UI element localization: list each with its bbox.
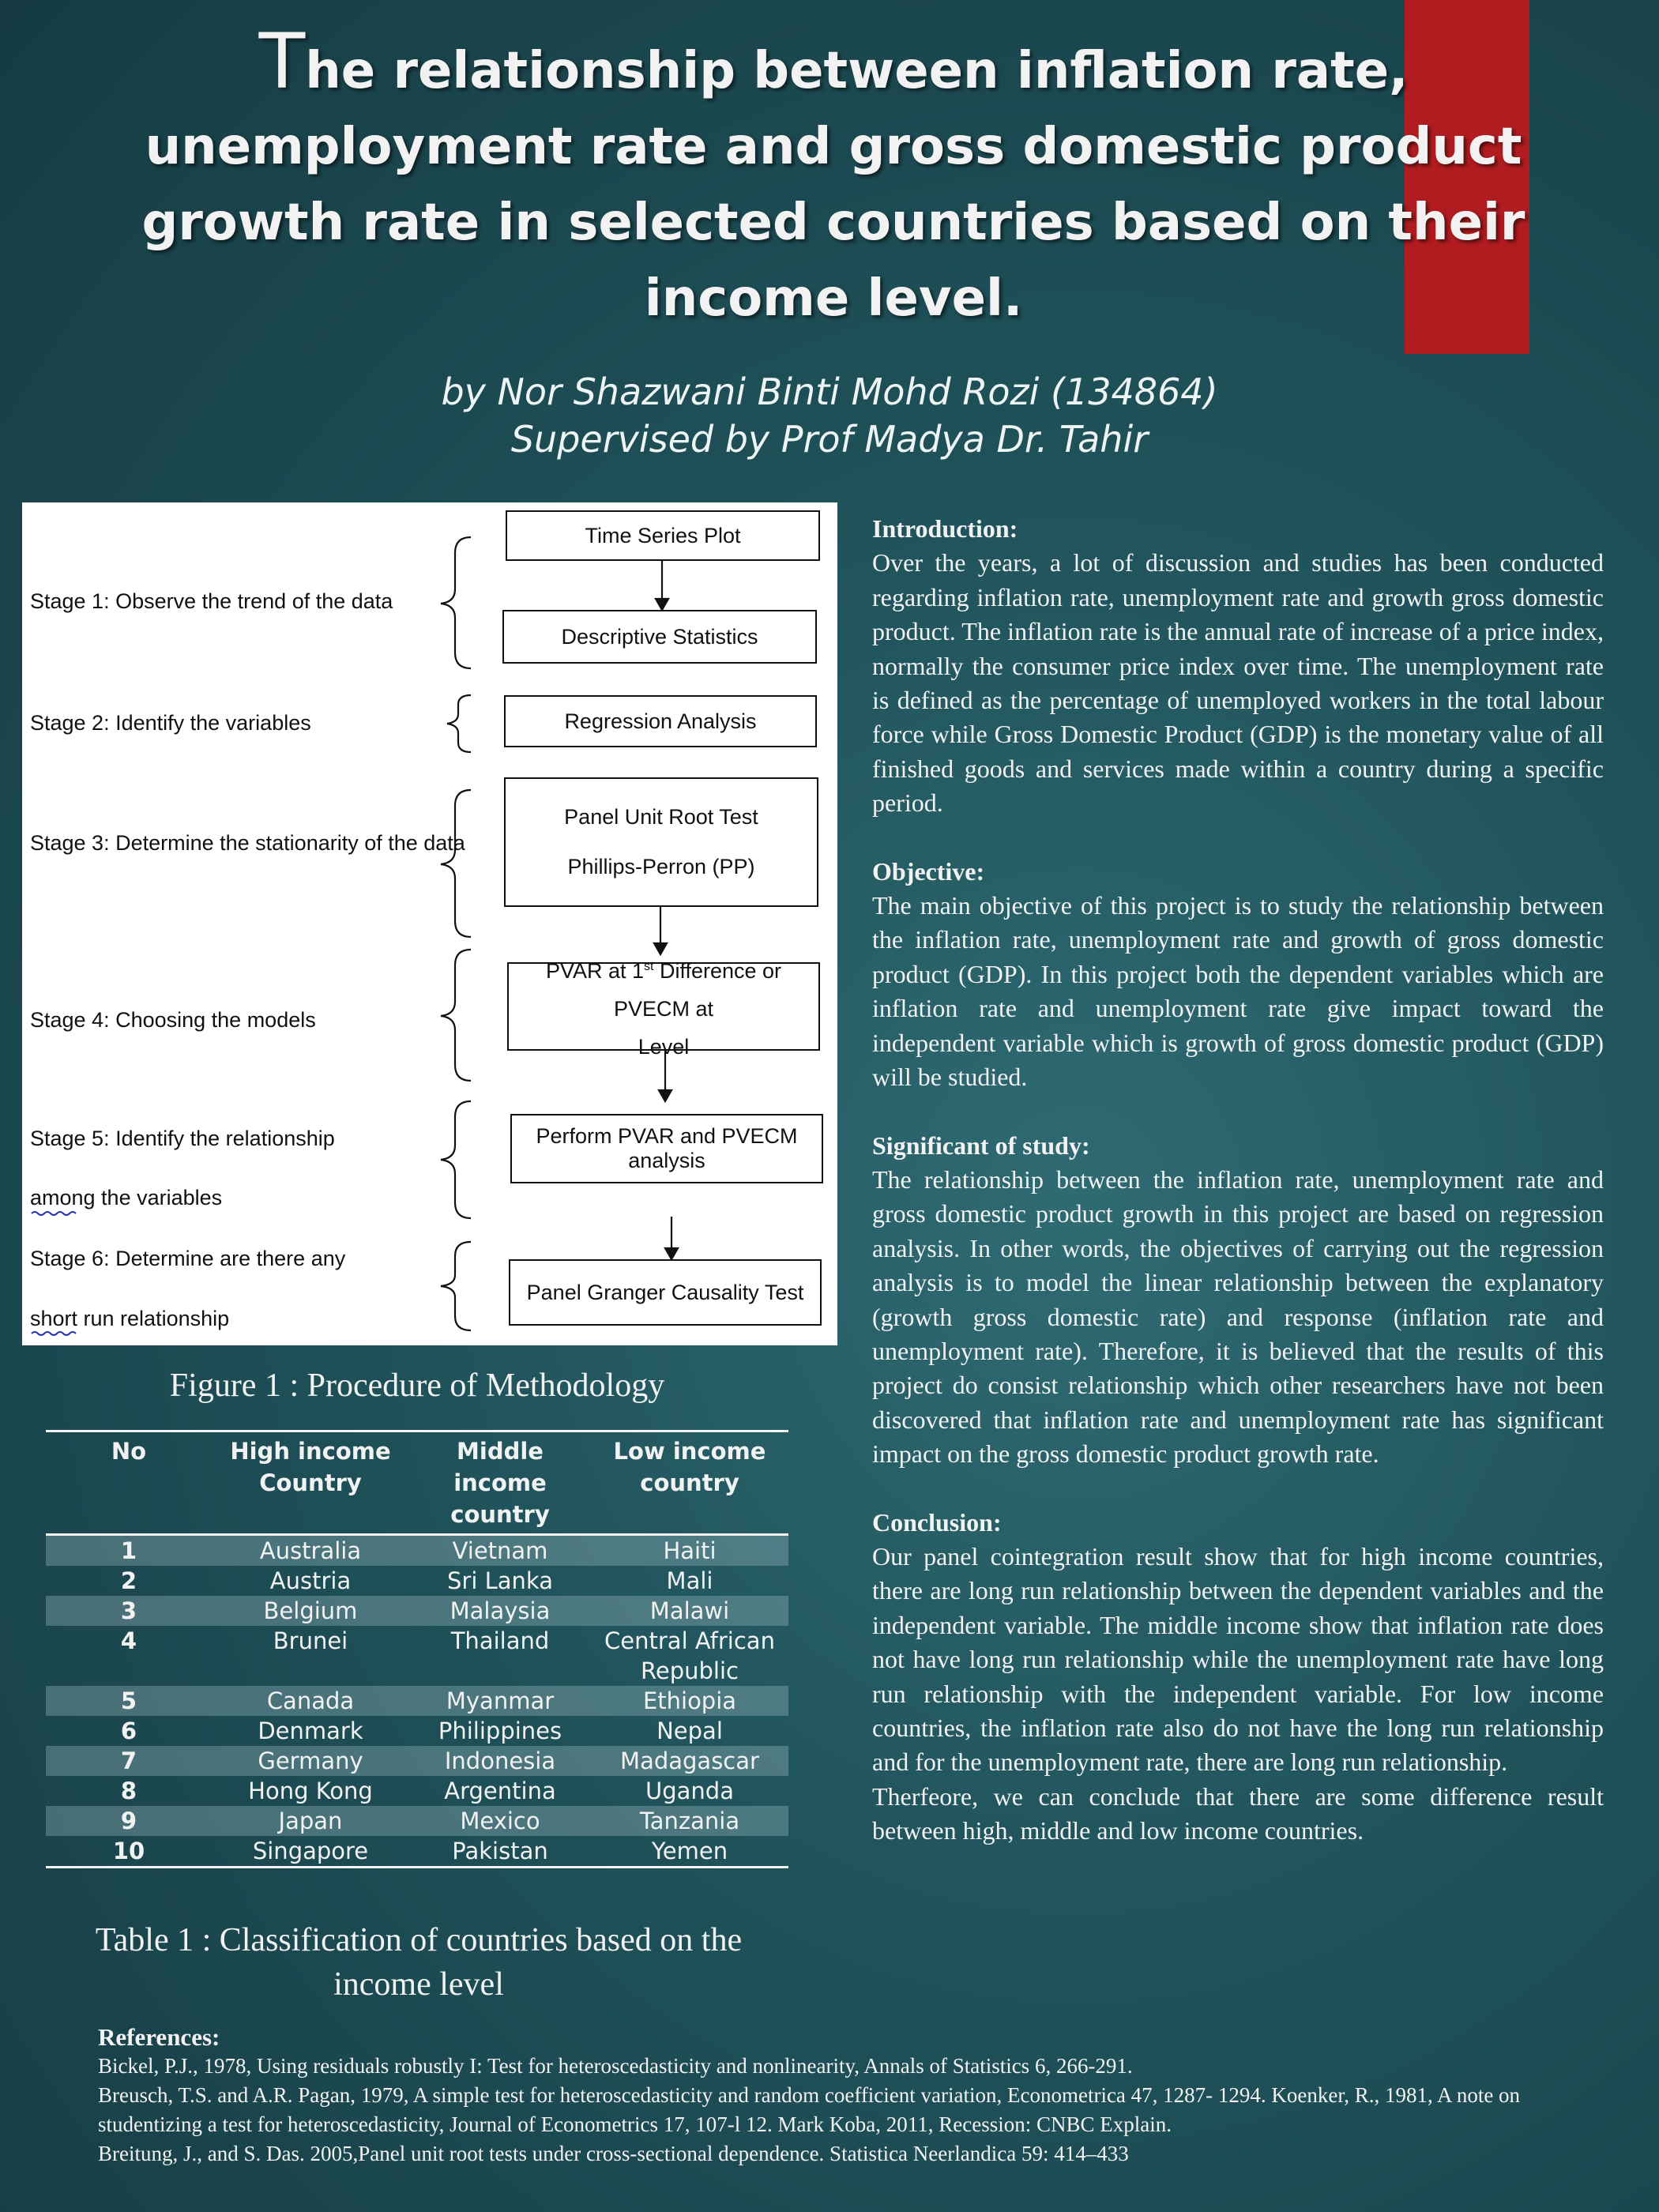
- cell-middle: Indonesia: [444, 1747, 556, 1774]
- table-row: [46, 1806, 788, 1836]
- cell-no: 4: [120, 1627, 137, 1654]
- cell-middle: Mexico: [460, 1808, 540, 1834]
- box-unit-root-text: Panel Unit Root Test: [564, 804, 758, 829]
- figure-caption: Figure 1 : Procedure of Methodology: [169, 1367, 665, 1404]
- cell-low: Mali: [666, 1567, 713, 1594]
- cell-low: Tanzania: [639, 1808, 740, 1834]
- box-granger-causality: [509, 1259, 822, 1326]
- poster-title: [111, 17, 1556, 337]
- brace-stage-1: [441, 537, 471, 668]
- significance-body: The relationship between the inflation rate, unemployment rate and gross domestic product growth in this project are based on regression analysis. In other words, the objectives of carrying out the regression analysis is to model the linear relationship between the explanatory (growth gross domestic rate) and response (inflation rate and unemployment rate). Therefore, it is believed that the results of this project do consist relationship which other researchers have not been discovered that inflation rate and unemployment rate has significant impact on the gross domestic product growth rate.: [872, 1164, 1604, 1469]
- stage-3-label: Stage 3: Determine the stationarity of the data: [30, 831, 465, 855]
- references: [98, 2022, 1567, 2169]
- cell-high: Japan: [278, 1808, 343, 1834]
- cell-no: 6: [120, 1717, 137, 1744]
- cell-high: Australia: [259, 1537, 362, 1564]
- cell-low: Malawi: [649, 1597, 730, 1624]
- box-descriptive-text: Descriptive Statistics: [561, 624, 758, 649]
- cell-low: Central African Republic: [604, 1627, 775, 1684]
- cell-high: Brunei: [273, 1627, 348, 1654]
- box-granger-text: Panel Granger Causality Test: [526, 1280, 804, 1304]
- methodology-flowchart: [22, 502, 837, 1345]
- cell-no: 2: [120, 1567, 137, 1594]
- cell-low: Ethiopia: [642, 1687, 737, 1714]
- cell-no: 5: [120, 1687, 137, 1714]
- header-no: No: [111, 1438, 147, 1465]
- objective-heading: Objective:: [872, 856, 985, 886]
- brace-stage-3: [441, 790, 471, 937]
- table-row: [46, 1716, 788, 1746]
- cell-low: Madagascar: [620, 1747, 759, 1774]
- conclusion-body-2: Therfeore, we can conclude that there are some difference result between high, middle and low income countries.: [872, 1781, 1604, 1845]
- spellcheck-underline-2: [32, 1212, 76, 1215]
- brace-stage-5: [441, 1101, 471, 1218]
- cell-no: 7: [120, 1747, 137, 1774]
- spellcheck-underline-3: [32, 1332, 76, 1335]
- cell-high: Canada: [266, 1687, 355, 1714]
- cell-no: 8: [120, 1778, 137, 1804]
- table-row: [46, 1535, 788, 1567]
- stage-5-label-cont: among the variables: [30, 1186, 223, 1209]
- stage-6-label: Stage 6: Determine are there any: [30, 1247, 346, 1270]
- cell-middle: Myanmar: [446, 1687, 555, 1714]
- header-middle-income: Middle income country: [450, 1438, 550, 1528]
- table-row: [46, 1776, 788, 1806]
- header-high-income: High income Country: [230, 1438, 391, 1496]
- significance-heading: Significant of study:: [872, 1130, 1090, 1160]
- header-low-income: Low income country: [613, 1438, 766, 1496]
- pvar-superscript: st: [644, 959, 654, 973]
- cell-high: Denmark: [258, 1717, 363, 1744]
- cell-low: Haiti: [663, 1537, 717, 1564]
- brace-stage-6: [441, 1242, 471, 1330]
- box-regression-analysis: [504, 695, 817, 747]
- reference-item: Breitung, J., and S. Das. 2005,Panel unit root tests under cross-sectional dependence. Statistica Neerlandica 59: 414–433: [98, 2142, 1129, 2165]
- brace-stage-4: [441, 950, 471, 1081]
- cell-low: Nepal: [656, 1717, 723, 1744]
- cell-middle: Thailand: [450, 1627, 550, 1654]
- author-block: [158, 368, 1501, 463]
- cell-no: 9: [120, 1808, 137, 1834]
- supervisor-name: Supervised by Prof Madya Dr. Tahir: [510, 418, 1149, 461]
- stage-6-label-cont: short run relationship: [30, 1307, 230, 1330]
- brace-stage-2: [447, 695, 471, 752]
- country-table: [46, 1430, 788, 1868]
- box-panel-unit-root: [504, 777, 818, 907]
- cell-high: Austria: [269, 1567, 352, 1594]
- objective-body: The main objective of this project is to study the relationship between the inflation rate, unemployment rate and growth of gross domestic product (GDP). In this project both the dependent variables which are inflation rate and unemployment rate give impact toward the independent variable which is growth of gross domestic product (GDP) will be studied.: [872, 891, 1604, 1092]
- arrow-head-4-5: [659, 1090, 672, 1101]
- table-row: [46, 1746, 788, 1776]
- cell-no: 1: [120, 1537, 137, 1564]
- stage-1-label: Stage 1: Observe the trend of the data: [30, 589, 393, 613]
- box-regression-text: Regression Analysis: [564, 709, 757, 733]
- cell-middle: Sri Lanka: [447, 1567, 553, 1594]
- cell-low: Uganda: [645, 1778, 734, 1804]
- title-initial: T: [258, 17, 306, 106]
- cell-high: Singapore: [252, 1838, 369, 1864]
- cell-no: 10: [112, 1838, 145, 1864]
- reference-item: Breusch, T.S. and A.R. Pagan, 1979, A simple test for heteroscedasticity and random coefficient variation, Econometrica 47, 1287- 1294. Koenker, R., 1981, A note on studentizing a test for heteroscedasticity, Journal of Econometrics 17, 107-l 12. Mark Koba, 2011, Recession: CNBC Explain.: [98, 2083, 1521, 2136]
- table-row: [46, 1596, 788, 1626]
- pvar-text-b: Difference or PVECM at: [613, 958, 782, 1021]
- pvar-text-a: PVAR at 1: [545, 958, 645, 983]
- table-row: [46, 1836, 788, 1868]
- stage-5-label: Stage 5: Identify the relationship: [30, 1127, 335, 1150]
- introduction-body: Over the years, a lot of discussion and studies has been conducted regarding inflation rate, unemployment rate and growth gross domestic product. The inflation rate is the annual rate of increase of a price index, normally the consumer price index over time. The unemployment rate is defined as the percentage of unemployed workers in the total labour force while Gross Domestic Product (GDP) is the monetary value of all finished goods and services made within a country during a specific period.: [872, 548, 1604, 818]
- box-time-series-text: Time Series Plot: [585, 523, 741, 547]
- introduction-heading: Introduction:: [872, 514, 1018, 543]
- stage-2-label: Stage 2: Identify the variables: [30, 711, 311, 735]
- box-pp-text: Phillips-Perron (PP): [567, 855, 755, 879]
- reference-item: Bickel, P.J., 1978, Using residuals robustly I: Test for heteroscedasticity and nonlinearity, Annals of Statistics 6, 266-291.: [98, 2054, 1133, 2078]
- table-caption: Table 1 : Classification of countries based on the income level: [95, 1922, 743, 2003]
- box-time-series-plot: [506, 510, 820, 561]
- conclusion-body: Our panel cointegration result show that for high income countries, there are long run relationship between the dependent variables and the independent variable. The middle income show that inflation rate does not have long run relationship while the unemployment rate have long run relationship with the independent variable. For low income countries, the inflation rate also do not have the long run relationship and for the unemployment rate, there are long run relationship.: [872, 1541, 1604, 1777]
- box-perform-text: Perform PVAR and PVECM analysis: [536, 1124, 798, 1172]
- author-name: by Nor Shazwani Binti Mohd Rozi (134864): [441, 371, 1218, 413]
- cell-no: 3: [120, 1597, 137, 1624]
- box-pvar-pvecm: [507, 958, 820, 1059]
- table-row: [46, 1626, 788, 1686]
- arrow-head-5-6: [665, 1248, 678, 1259]
- cell-middle: Philippines: [438, 1717, 562, 1744]
- box-descriptive-statistics: [502, 610, 817, 664]
- arrow-head-1-2: [656, 599, 668, 610]
- table-row: [46, 1566, 788, 1596]
- conclusion-heading: Conclusion:: [872, 1507, 1002, 1537]
- cell-middle: Malaysia: [450, 1597, 551, 1624]
- cell-low: Yemen: [651, 1838, 728, 1864]
- title-text: he relationship between inflation rate, unemployment rate and gross domestic product growth rate in selected countries based on their income level.: [141, 42, 1525, 328]
- cell-high: Germany: [258, 1747, 363, 1774]
- cell-middle: Pakistan: [452, 1838, 548, 1864]
- box-pvar-line-1: [509, 948, 818, 1028]
- cell-middle: Vietnam: [452, 1537, 548, 1564]
- text-column: [872, 512, 1604, 1849]
- cell-high: Hong Kong: [248, 1778, 373, 1804]
- cell-middle: Argentina: [444, 1778, 556, 1804]
- box-perform-pvar-pvecm: [510, 1114, 823, 1183]
- table-row: [46, 1686, 788, 1716]
- pvar-text-c: Level: [638, 1034, 690, 1059]
- table-header-row: [46, 1431, 788, 1535]
- references-heading: References:: [98, 2023, 220, 2051]
- cell-high: Belgium: [263, 1597, 358, 1624]
- stage-4-label: Stage 4: Choosing the models: [30, 1008, 316, 1032]
